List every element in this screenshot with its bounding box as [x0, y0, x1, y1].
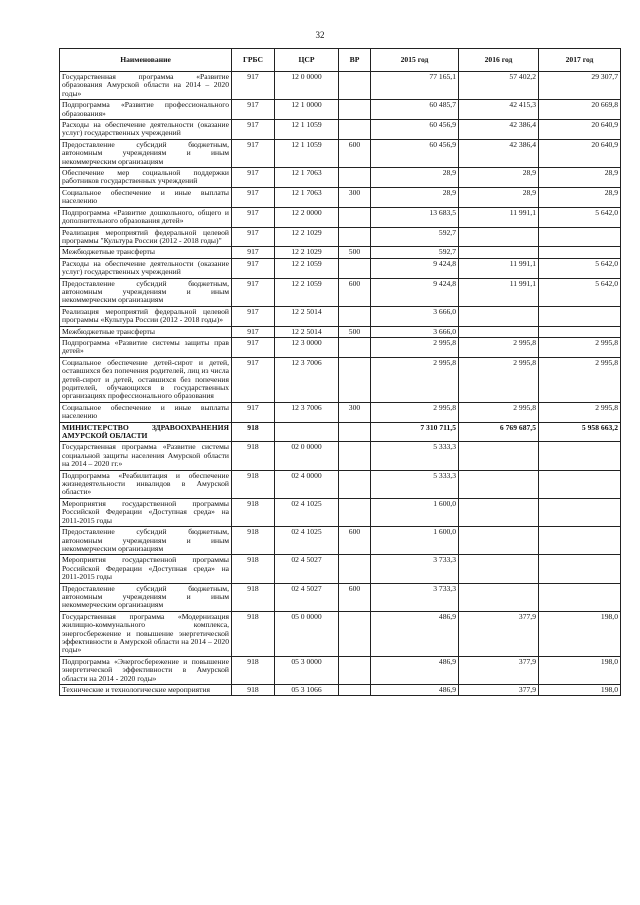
- amount-2015-cell: 2 995,8: [371, 402, 459, 422]
- amount-2017-cell: 198,0: [539, 611, 621, 656]
- amount-2017-cell: 5 642,0: [539, 207, 621, 227]
- row-name-cell: Расходы на обеспечение деятельности (оказание услуг) государственных учреждений: [60, 120, 232, 140]
- csr-cell: 02 4 5027: [275, 583, 339, 611]
- row-name-cell: Технические и технологические мероприятия: [60, 685, 232, 696]
- table-row: [60, 498, 621, 526]
- table-row: [60, 187, 621, 207]
- table-row: [60, 656, 621, 684]
- table-row: [60, 258, 621, 278]
- table-row: [60, 100, 621, 120]
- amount-2017-cell: [539, 247, 621, 258]
- amount-2016-cell: [459, 555, 539, 583]
- grbs-cell: 917: [232, 227, 275, 247]
- table-row: [60, 555, 621, 583]
- amount-2015-cell: 9 424,8: [371, 258, 459, 278]
- row-name-cell: Социальное обеспечение и иные выплаты населению: [60, 187, 232, 207]
- row-name-cell: Подпрограмма «Развитие дошкольного, общего и дополнительного образования детей»: [60, 207, 232, 227]
- row-name-cell: Государственная программа «Развитие образования Амурской области на 2014 – 2020 годы»: [60, 72, 232, 100]
- amount-2016-cell: 11 991,1: [459, 278, 539, 306]
- grbs-cell: 918: [232, 422, 275, 442]
- row-name-cell: Предоставление субсидий бюджетным, автономным учреждениям и иным некоммерческим организациям: [60, 583, 232, 611]
- grbs-cell: 918: [232, 685, 275, 696]
- row-name-cell: Реализация мероприятий федеральной целевой программы "Культура России (2012 - 2018 годы)": [60, 227, 232, 247]
- csr-cell: 02 4 0000: [275, 470, 339, 498]
- csr-cell: 05 3 0000: [275, 656, 339, 684]
- vr-cell: 600: [339, 139, 371, 167]
- csr-cell: 12 1 7063: [275, 187, 339, 207]
- amount-2015-cell: 3 666,0: [371, 326, 459, 337]
- amount-2015-cell: 592,7: [371, 227, 459, 247]
- amount-2016-cell: 28,9: [459, 168, 539, 188]
- amount-2017-cell: 20 669,8: [539, 100, 621, 120]
- row-name-cell: Подпрограмма «Реабилитация и обеспечение жизнедеятельности инвалидов в Амурской области»: [60, 470, 232, 498]
- amount-2015-cell: 3 733,3: [371, 583, 459, 611]
- amount-2015-cell: 3 733,3: [371, 555, 459, 583]
- col-header-2017: 2017 год: [539, 49, 621, 72]
- vr-cell: [339, 656, 371, 684]
- vr-cell: [339, 611, 371, 656]
- col-header-grbs: ГРБС: [232, 49, 275, 72]
- table-row: [60, 207, 621, 227]
- vr-cell: [339, 120, 371, 140]
- amount-2016-cell: [459, 306, 539, 326]
- amount-2016-cell: [459, 247, 539, 258]
- amount-2016-cell: 377,9: [459, 611, 539, 656]
- csr-cell: [275, 422, 339, 442]
- table-row: [60, 422, 621, 442]
- amount-2016-cell: 28,9: [459, 187, 539, 207]
- amount-2015-cell: 2 995,8: [371, 337, 459, 357]
- vr-cell: 600: [339, 527, 371, 555]
- vr-cell: 500: [339, 326, 371, 337]
- row-name-cell: Обеспечение мер социальной поддержки работников государственных учреждений: [60, 168, 232, 188]
- row-name-cell: Предоставление субсидий бюджетным, автономным учреждениям и иным некоммерческим организациям: [60, 278, 232, 306]
- grbs-cell: 918: [232, 470, 275, 498]
- amount-2017-cell: 2 995,8: [539, 357, 621, 402]
- amount-2016-cell: 6 769 687,5: [459, 422, 539, 442]
- vr-cell: [339, 555, 371, 583]
- amount-2015-cell: 2 995,8: [371, 357, 459, 402]
- vr-cell: 600: [339, 583, 371, 611]
- vr-cell: 500: [339, 247, 371, 258]
- row-name-cell: Мероприятия государственной программы Российской Федерации «Доступная среда» на 2011-2015 годы: [60, 498, 232, 526]
- col-header-vr: ВР: [339, 49, 371, 72]
- table-row: [60, 337, 621, 357]
- amount-2015-cell: 60 456,9: [371, 120, 459, 140]
- csr-cell: 12 3 7006: [275, 402, 339, 422]
- amount-2015-cell: 486,9: [371, 656, 459, 684]
- table-row: [60, 470, 621, 498]
- amount-2016-cell: [459, 498, 539, 526]
- amount-2015-cell: 77 165,1: [371, 72, 459, 100]
- table-row: [60, 357, 621, 402]
- row-name-cell: Реализация мероприятий федеральной целевой программы «Культура России (2012 - 2018 годы)»: [60, 306, 232, 326]
- table-row: [60, 278, 621, 306]
- vr-cell: 600: [339, 278, 371, 306]
- table-row: [60, 685, 621, 696]
- table-row: [60, 402, 621, 422]
- csr-cell: 12 2 5014: [275, 326, 339, 337]
- amount-2017-cell: [539, 555, 621, 583]
- row-name-cell: МИНИСТЕРСТВО ЗДРАВООХРАНЕНИЯ АМУРСКОЙ ОБЛАСТИ: [60, 422, 232, 442]
- amount-2015-cell: 13 683,5: [371, 207, 459, 227]
- table-row: [60, 527, 621, 555]
- csr-cell: 12 1 1059: [275, 120, 339, 140]
- vr-cell: 300: [339, 402, 371, 422]
- table-row: [60, 306, 621, 326]
- vr-cell: [339, 470, 371, 498]
- csr-cell: 12 2 1029: [275, 247, 339, 258]
- row-name-cell: Расходы на обеспечение деятельности (оказание услуг) государственных учреждений: [60, 258, 232, 278]
- grbs-cell: 917: [232, 207, 275, 227]
- table-row: [60, 72, 621, 100]
- grbs-cell: 917: [232, 100, 275, 120]
- csr-cell: 12 3 7006: [275, 357, 339, 402]
- amount-2017-cell: 5 642,0: [539, 278, 621, 306]
- row-name-cell: Подпрограмма «Развитие системы защиты прав детей»: [60, 337, 232, 357]
- row-name-cell: Предоставление субсидий бюджетным, автономным учреждениям и иным некоммерческим организациям: [60, 139, 232, 167]
- amount-2016-cell: [459, 442, 539, 470]
- grbs-cell: 917: [232, 402, 275, 422]
- amount-2016-cell: [459, 527, 539, 555]
- amount-2017-cell: 5 958 663,2: [539, 422, 621, 442]
- grbs-cell: 917: [232, 247, 275, 258]
- grbs-cell: 917: [232, 168, 275, 188]
- row-name-cell: Подпрограмма «Энергосбережение и повышение энергетической эффективности в Амурской области на 2014 - 2020 годы»: [60, 656, 232, 684]
- table-row: [60, 139, 621, 167]
- vr-cell: [339, 306, 371, 326]
- amount-2017-cell: 29 307,7: [539, 72, 621, 100]
- csr-cell: 12 1 1059: [275, 139, 339, 167]
- table-body: [60, 72, 621, 696]
- grbs-cell: 917: [232, 337, 275, 357]
- vr-cell: [339, 357, 371, 402]
- row-name-cell: Подпрограмма «Развитие профессионального образования»: [60, 100, 232, 120]
- amount-2016-cell: 57 402,2: [459, 72, 539, 100]
- amount-2017-cell: 198,0: [539, 656, 621, 684]
- amount-2017-cell: [539, 527, 621, 555]
- table-row: [60, 168, 621, 188]
- table-row: [60, 120, 621, 140]
- vr-cell: [339, 442, 371, 470]
- amount-2015-cell: 9 424,8: [371, 278, 459, 306]
- csr-cell: 12 2 1059: [275, 258, 339, 278]
- vr-cell: [339, 337, 371, 357]
- grbs-cell: 917: [232, 306, 275, 326]
- amount-2017-cell: 2 995,8: [539, 337, 621, 357]
- table-row: [60, 442, 621, 470]
- table-header-row: [60, 49, 621, 72]
- amount-2016-cell: [459, 326, 539, 337]
- grbs-cell: 918: [232, 442, 275, 470]
- grbs-cell: 917: [232, 187, 275, 207]
- csr-cell: 12 2 1059: [275, 278, 339, 306]
- amount-2017-cell: [539, 326, 621, 337]
- table-row: [60, 326, 621, 337]
- vr-cell: [339, 258, 371, 278]
- grbs-cell: 917: [232, 278, 275, 306]
- vr-cell: [339, 72, 371, 100]
- row-name-cell: Социальное обеспечение детей-сирот и детей, оставшихся без попечения родителей, лиц из числа детей-сирот и детей, оставшихся без попечения родителей, обучающихся в государственных организациях профессионального образования: [60, 357, 232, 402]
- amount-2015-cell: 1 600,0: [371, 527, 459, 555]
- amount-2015-cell: 486,9: [371, 611, 459, 656]
- row-name-cell: Мероприятия государственной программы Российской Федерации «Доступная среда» на 2011-2015 годы: [60, 555, 232, 583]
- amount-2017-cell: [539, 442, 621, 470]
- vr-cell: [339, 100, 371, 120]
- amount-2015-cell: 1 600,0: [371, 498, 459, 526]
- csr-cell: 12 3 0000: [275, 337, 339, 357]
- row-name-cell: Предоставление субсидий бюджетным, автономным учреждениям и иным некоммерческим организациям: [60, 527, 232, 555]
- row-name-cell: Социальное обеспечение и иные выплаты населению: [60, 402, 232, 422]
- vr-cell: [339, 207, 371, 227]
- amount-2016-cell: [459, 583, 539, 611]
- vr-cell: [339, 498, 371, 526]
- vr-cell: 300: [339, 187, 371, 207]
- amount-2015-cell: 7 310 711,5: [371, 422, 459, 442]
- amount-2017-cell: 5 642,0: [539, 258, 621, 278]
- csr-cell: 05 3 1066: [275, 685, 339, 696]
- table-row: [60, 611, 621, 656]
- amount-2015-cell: 592,7: [371, 247, 459, 258]
- row-name-cell: Государственная программа «Модернизация жилищно-коммунального комплекса, энергосбережение и повышение энергетической эффективности в Амурской области на 2014 – 2020 годы»: [60, 611, 232, 656]
- amount-2017-cell: [539, 498, 621, 526]
- csr-cell: 12 2 0000: [275, 207, 339, 227]
- row-name-cell: Межбюджетные трансферты: [60, 326, 232, 337]
- amount-2017-cell: 20 640,9: [539, 139, 621, 167]
- amount-2015-cell: 60 456,9: [371, 139, 459, 167]
- csr-cell: 02 0 0000: [275, 442, 339, 470]
- csr-cell: 02 4 1025: [275, 527, 339, 555]
- amount-2017-cell: [539, 470, 621, 498]
- page-number: 32: [315, 30, 325, 40]
- amount-2017-cell: [539, 583, 621, 611]
- csr-cell: 12 1 0000: [275, 100, 339, 120]
- col-header-2015: 2015 год: [371, 49, 459, 72]
- csr-cell: 02 4 5027: [275, 555, 339, 583]
- amount-2015-cell: 28,9: [371, 187, 459, 207]
- csr-cell: 05 0 0000: [275, 611, 339, 656]
- grbs-cell: 918: [232, 611, 275, 656]
- amount-2016-cell: 42 415,3: [459, 100, 539, 120]
- grbs-cell: 918: [232, 555, 275, 583]
- grbs-cell: 918: [232, 527, 275, 555]
- grbs-cell: 917: [232, 120, 275, 140]
- amount-2017-cell: [539, 306, 621, 326]
- amount-2016-cell: 2 995,8: [459, 402, 539, 422]
- amount-2017-cell: 198,0: [539, 685, 621, 696]
- amount-2017-cell: 2 995,8: [539, 402, 621, 422]
- grbs-cell: 918: [232, 583, 275, 611]
- amount-2015-cell: 28,9: [371, 168, 459, 188]
- table-row: [60, 583, 621, 611]
- grbs-cell: 918: [232, 656, 275, 684]
- csr-cell: 12 0 0000: [275, 72, 339, 100]
- vr-cell: [339, 227, 371, 247]
- vr-cell: [339, 685, 371, 696]
- vr-cell: [339, 168, 371, 188]
- col-header-name: Наименование: [60, 49, 232, 72]
- row-name-cell: Государственная программа «Развитие системы социальной защиты населения Амурской области на 2014 – 2020 гг.»: [60, 442, 232, 470]
- grbs-cell: 917: [232, 357, 275, 402]
- amount-2016-cell: 42 386,4: [459, 139, 539, 167]
- amount-2016-cell: 42 386,4: [459, 120, 539, 140]
- amount-2015-cell: 60 485,7: [371, 100, 459, 120]
- col-header-csr: ЦСР: [275, 49, 339, 72]
- grbs-cell: 917: [232, 326, 275, 337]
- amount-2015-cell: 5 333,3: [371, 442, 459, 470]
- grbs-cell: 917: [232, 139, 275, 167]
- vr-cell: [339, 422, 371, 442]
- amount-2017-cell: 28,9: [539, 187, 621, 207]
- grbs-cell: 917: [232, 72, 275, 100]
- csr-cell: 02 4 1025: [275, 498, 339, 526]
- row-name-cell: Межбюджетные трансферты: [60, 247, 232, 258]
- csr-cell: 12 1 7063: [275, 168, 339, 188]
- amount-2016-cell: 11 991,1: [459, 258, 539, 278]
- amount-2016-cell: 377,9: [459, 656, 539, 684]
- amount-2016-cell: 2 995,8: [459, 357, 539, 402]
- col-header-2016: 2016 год: [459, 49, 539, 72]
- amount-2015-cell: 5 333,3: [371, 470, 459, 498]
- amount-2016-cell: [459, 470, 539, 498]
- grbs-cell: 917: [232, 258, 275, 278]
- amount-2017-cell: 28,9: [539, 168, 621, 188]
- amount-2017-cell: [539, 227, 621, 247]
- table-row: [60, 227, 621, 247]
- amount-2017-cell: 20 640,9: [539, 120, 621, 140]
- csr-cell: 12 2 1029: [275, 227, 339, 247]
- csr-cell: 12 2 5014: [275, 306, 339, 326]
- amount-2016-cell: 377,9: [459, 685, 539, 696]
- amount-2016-cell: 11 991,1: [459, 207, 539, 227]
- amount-2015-cell: 486,9: [371, 685, 459, 696]
- budget-table: [59, 48, 621, 696]
- grbs-cell: 918: [232, 498, 275, 526]
- amount-2015-cell: 3 666,0: [371, 306, 459, 326]
- amount-2016-cell: [459, 227, 539, 247]
- amount-2016-cell: 2 995,8: [459, 337, 539, 357]
- table-row: [60, 247, 621, 258]
